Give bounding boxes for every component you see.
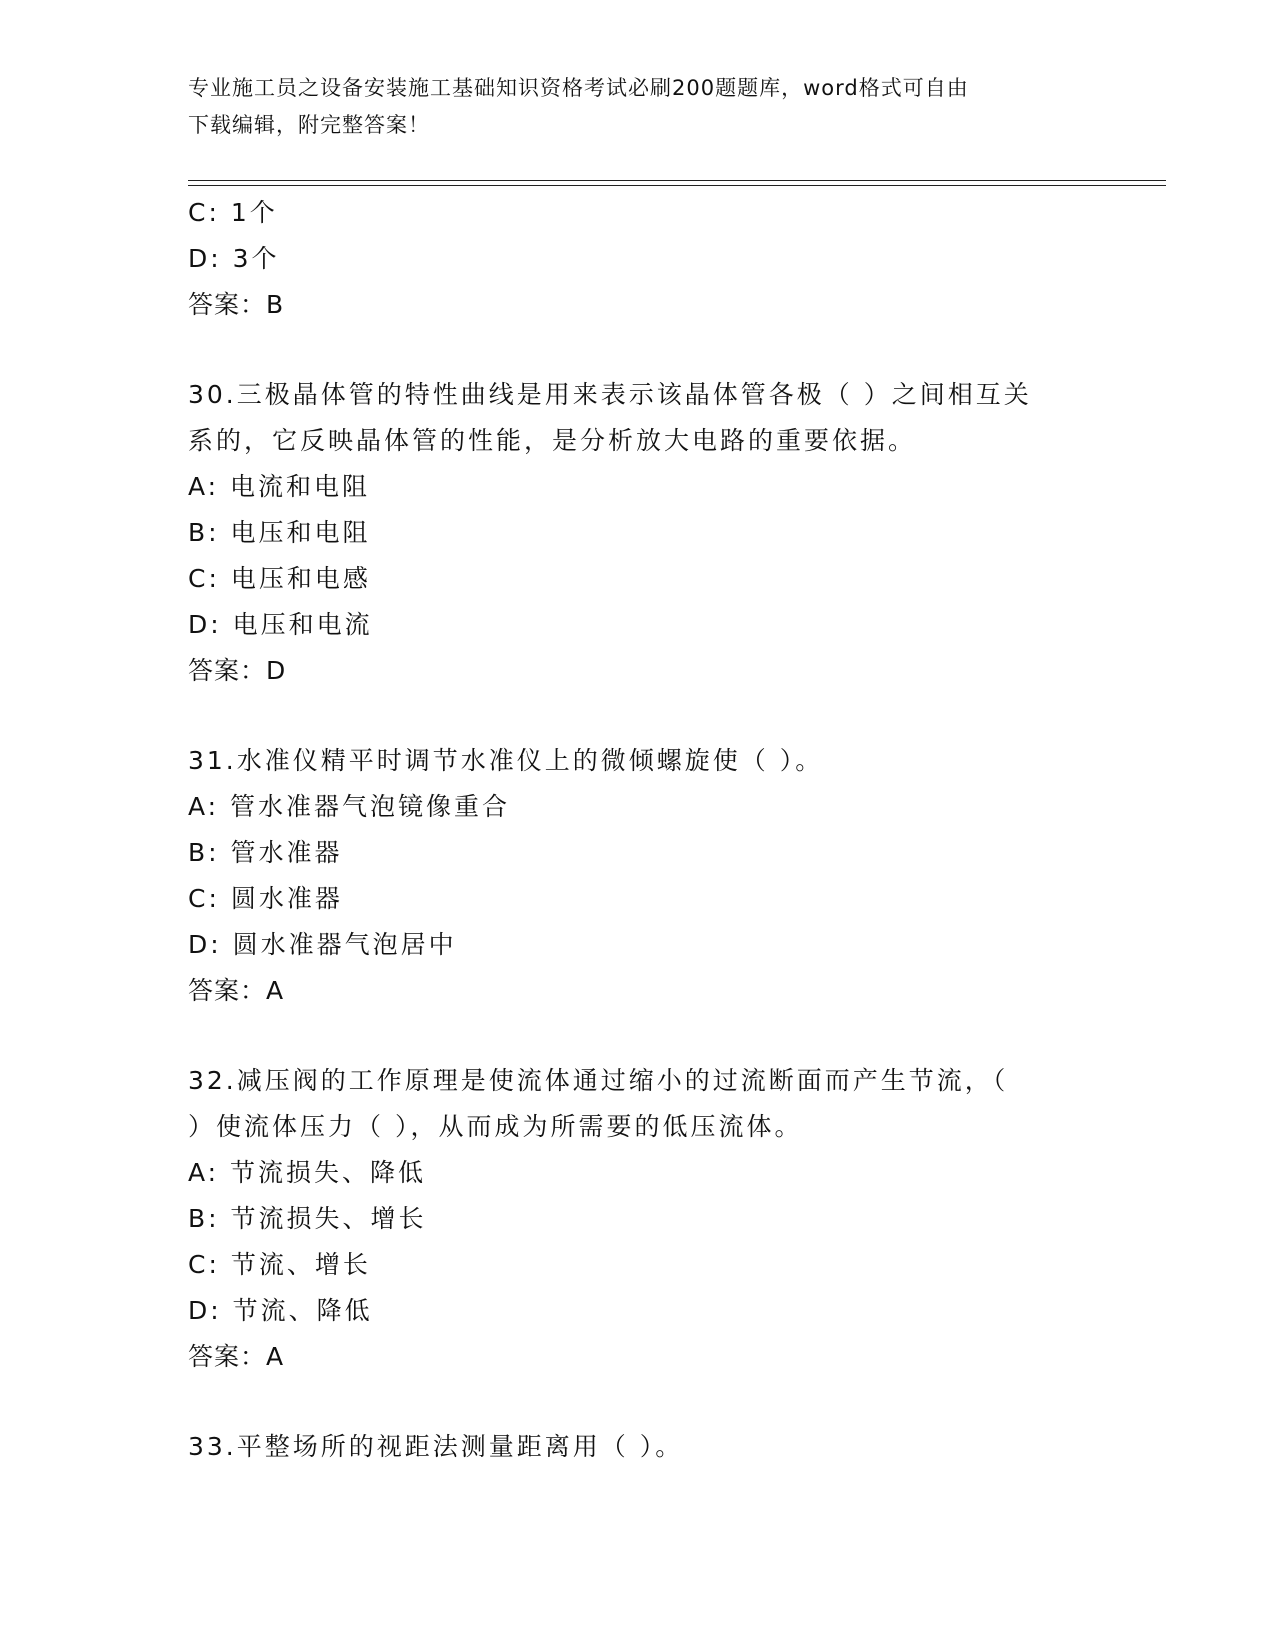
option-a: A: 电流和电阻 xyxy=(188,472,371,501)
answer-line: 答案：A xyxy=(188,1342,285,1371)
question-gap xyxy=(188,1380,1088,1424)
header-title-line-2: 下载编辑，附完整答案！ xyxy=(188,113,430,137)
question-29-tail xyxy=(188,190,1088,328)
option-c: C: 1个 xyxy=(188,198,278,227)
question-stem-line-1: 33.平整场所的视距法测量距离用（ ）。 xyxy=(188,1432,684,1461)
option-b: B: 电压和电阻 xyxy=(188,518,371,547)
question-stem-line-2: ）使流体压力（ ），从而成为所需要的低压流体。 xyxy=(188,1112,803,1141)
document-header xyxy=(188,70,1078,144)
question-stem-line-1: 31.水准仪精平时调节水准仪上的微倾螺旋使（ ）。 xyxy=(188,746,824,775)
question-gap xyxy=(188,694,1088,738)
header-divider-bottom xyxy=(188,185,1166,186)
header-divider-top xyxy=(188,180,1166,181)
option-a: A: 管水准器气泡镜像重合 xyxy=(188,792,511,821)
question-gap xyxy=(188,1014,1088,1058)
option-b: B: 管水准器 xyxy=(188,838,343,867)
question-31 xyxy=(188,738,1088,1014)
option-c: C: 电压和电感 xyxy=(188,564,371,593)
option-d: D: 3个 xyxy=(188,244,280,273)
answer-line: 答案：A xyxy=(188,976,285,1005)
option-c: C: 节流、增长 xyxy=(188,1250,371,1279)
header-title-line-1: 专业施工员之设备安装施工基础知识资格考试必刷200题题库，word格式可自由 xyxy=(188,76,969,100)
question-stem-line-2: 系的，它反映晶体管的性能，是分析放大电路的重要依据。 xyxy=(188,426,917,455)
option-a: A: 节流损失、降低 xyxy=(188,1158,427,1187)
question-list xyxy=(188,190,1088,1470)
question-gap xyxy=(188,328,1088,372)
option-c: C: 圆水准器 xyxy=(188,884,343,913)
answer-line: 答案：B xyxy=(188,290,285,319)
question-30 xyxy=(188,372,1088,694)
question-stem-line-1: 32.减压阀的工作原理是使流体通过缩小的过流断面而产生节流，（ xyxy=(188,1066,1009,1095)
question-32 xyxy=(188,1058,1088,1380)
question-33 xyxy=(188,1424,1088,1470)
option-d: D: 节流、降低 xyxy=(188,1296,373,1325)
option-d: D: 电压和电流 xyxy=(188,610,373,639)
option-b: B: 节流损失、增长 xyxy=(188,1204,427,1233)
answer-line: 答案：D xyxy=(188,656,287,685)
question-stem-line-1: 30.三极晶体管的特性曲线是用来表示该晶体管各极（ ）之间相互关 xyxy=(188,380,1032,409)
option-d: D: 圆水准器气泡居中 xyxy=(188,930,457,959)
